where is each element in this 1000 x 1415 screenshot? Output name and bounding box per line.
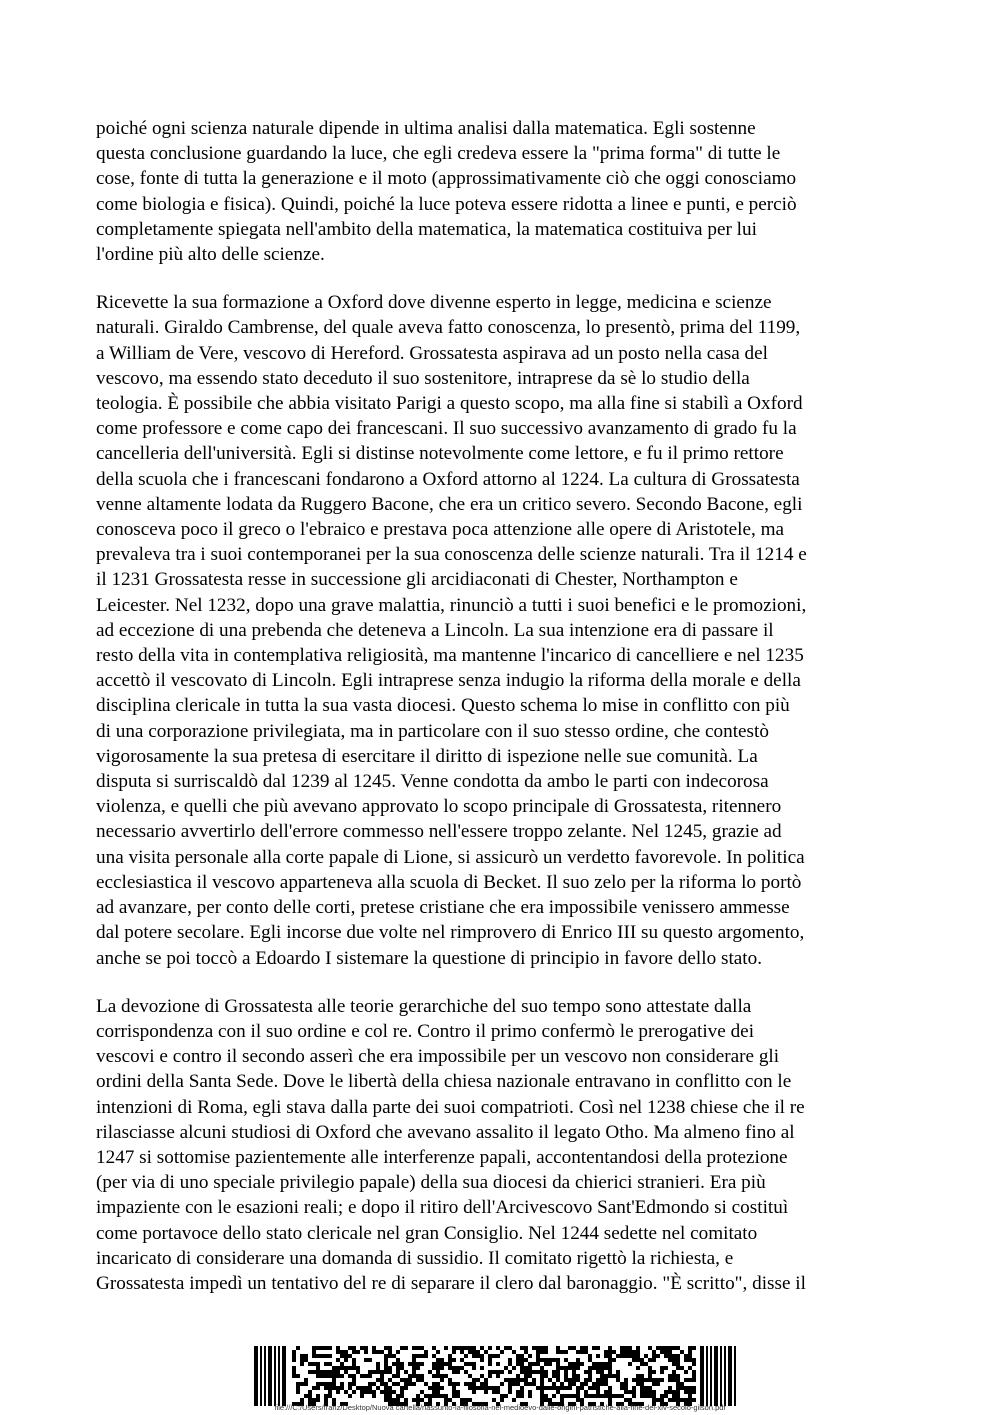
text-line: poiché ogni scienza naturale dipende in ultima analisi dalla matematica. Egli sostenne bbox=[96, 118, 756, 139]
text-line: vigorosamente la sua pretesa di esercitare il diritto di ispezione nelle sue comunità. La bbox=[96, 745, 758, 767]
text-line: (per via di uno speciale privilegio papale) della sua diocesi da chierici stranieri. Era più bbox=[96, 1172, 766, 1194]
text-line: come portavoce dello stato clericale nel gran Consiglio. Nel 1244 sedette nel comitato bbox=[96, 1222, 758, 1244]
text-line: corrispondenza con il suo ordine e col re. Contro il primo confermò le prerogative dei bbox=[96, 1020, 755, 1042]
text-line: cose, fonte di tutta la generazione e il moto (approssimativamente ciò che oggi conosciamo bbox=[96, 168, 797, 190]
text-line: ordini della Santa Sede. Dove le libertà della chiesa nazionale entravano in conflitto con le bbox=[96, 1071, 792, 1093]
text-line: l'ordine più alto delle scienze. bbox=[96, 244, 325, 266]
text-line: anche se poi toccò a Edoardo I sistemare la questione di principio in favore dello stato. bbox=[96, 947, 763, 969]
barcode-icon bbox=[254, 1346, 736, 1406]
text-line: ecclesiastica il vescovo apparteneva alla scuola di Becket. Il suo zelo per la riforma lo portò bbox=[96, 871, 802, 893]
text-line: La devozione di Grossatesta alle teorie gerarchiche del suo tempo sono attestate dalla bbox=[96, 995, 752, 1017]
text-line: accettò il vescovato di Lincoln. Egli intraprese senza indugio la riforma della morale e della bbox=[96, 670, 801, 692]
text-line: di una corporazione privilegiata, ma in particolare con il suo stesso ordine, che contestò bbox=[96, 720, 769, 742]
paragraph bbox=[96, 290, 908, 970]
text-line: rilasciasse alcuni studiosi di Oxford che avevano assalito il legato Otho. Ma almeno fino al bbox=[96, 1121, 795, 1143]
text-line: intenzioni di Roma, egli stava dalla parte dei suoi compatrioti. Così nel 1238 chiese che il re bbox=[96, 1096, 805, 1118]
text-line: come biologia e fisica). Quindi, poiché la luce poteva essere ridotta a linee e punti, e perciò bbox=[96, 193, 797, 215]
body-text bbox=[96, 116, 908, 1319]
text-line: violenza, e quelli che più avevano approvato lo scopo principale di Grossatesta, ritennero bbox=[96, 796, 782, 818]
text-line: ad avanzare, per conto delle corti, pretese cristiane che era impossibile venissero ammesse bbox=[96, 897, 790, 919]
text-line: il 1231 Grossatesta resse in successione gli arcidiaconati di Chester, Northampton e bbox=[96, 569, 738, 591]
text-line: conosceva poco il greco o l'ebraico e prestava poca attenzione alle opere di Aristotele, ma bbox=[96, 519, 785, 541]
paragraph bbox=[96, 116, 908, 267]
text-line: impaziente con le esazioni reali; e dopo il ritiro dell'Arcivescovo Sant'Edmondo si costituì bbox=[96, 1197, 789, 1219]
text-line: resto della vita in contemplativa religiosità, ma mantenne l'incarico di cancelliere e nel 1235 bbox=[96, 645, 804, 667]
text-line: prevaleva tra i suoi contemporanei per la sua conoscenza delle scienze naturali. Tra il 1214 e bbox=[96, 544, 807, 566]
text-line: cancelleria dell'università. Egli si distinse notevolmente come lettore, e fu il primo rettore bbox=[96, 443, 784, 465]
text-line: una visita personale alla corte papale di Lione, si assicurò un verdetto favorevole. In politica bbox=[96, 846, 805, 868]
text-line: vescovo, ma essendo stato deceduto il suo sostenitore, intraprese da sè lo studio della bbox=[96, 367, 750, 389]
text-line: vescovi e contro il secondo asserì che era impossibile per un vescovo non considerare gli bbox=[96, 1046, 780, 1068]
text-line: disputa si surriscaldò dal 1239 al 1245. Venne condotta da ambo le parti con indecorosa bbox=[96, 771, 769, 793]
footer-file-path: file:///C:/Users/franz/Desktop/Nuova cartella/riassunto-la-filosofia-nel-medioevo-dalle-origini-patristiche-alla-fine-del-xiv-secolo-gilson.pdf bbox=[274, 1403, 726, 1412]
paragraph bbox=[96, 994, 908, 1296]
text-line: come professore e come capo dei francescani. Il suo successivo avanzamento di grado fu la bbox=[96, 418, 797, 440]
text-line: ad eccezione di una prebenda che deteneva a Lincoln. La sua intenzione era di passare il bbox=[96, 619, 774, 641]
text-line: Grossatesta impedì un tentativo del re di separare il clero dal baronaggio. "È scritto", disse il bbox=[96, 1272, 806, 1294]
text-line: disciplina clericale in tutta la sua vasta diocesi. Questo schema lo mise in conflitto con più bbox=[96, 695, 790, 717]
text-line: venne altamente lodata da Ruggero Bacone, che era un critico severo. Secondo Bacone, egli bbox=[96, 493, 803, 515]
text-line: della scuola che i francescani fondarono a Oxford attorno al 1224. La cultura di Grossatesta bbox=[96, 468, 800, 490]
text-line: questa conclusione guardando la luce, che egli credeva essere la "prima forma" di tutte le bbox=[96, 143, 781, 165]
text-line: teologia. È possibile che abbia visitato Parigi a questo scopo, ma alla fine si stabilì a Oxford bbox=[96, 393, 803, 415]
text-line: 1247 si sottomise pazientemente alle interferenze papali, accontentandosi della protezione bbox=[96, 1146, 788, 1168]
text-line: dal potere secolare. Egli incorse due volte nel rimprovero di Enrico III su questo argomento, bbox=[96, 922, 805, 944]
text-line: incaricato di considerare una domanda di sussidio. Il comitato rigettò la richiesta, e bbox=[96, 1247, 734, 1269]
text-line: Ricevette la sua formazione a Oxford dove divenne esperto in legge, medicina e scienze bbox=[96, 292, 772, 314]
text-line: a William de Vere, vescovo di Hereford. Grossatesta aspirava ad un posto nella casa del bbox=[96, 342, 768, 364]
text-line: naturali. Giraldo Cambrense, del quale aveva fatto conoscenza, lo presentò, prima del 1199, bbox=[96, 317, 801, 339]
text-line: necessario avvertirlo dell'errore commesso nell'essere troppo zelante. Nel 1245, grazie ad bbox=[96, 821, 782, 843]
text-line: completamente spiegata nell'ambito della matematica, la matematica costituiva per lui bbox=[96, 218, 757, 240]
text-line: Leicester. Nel 1232, dopo una grave malattia, rinunciò a tutti i suoi benefici e le promozioni, bbox=[96, 594, 807, 616]
